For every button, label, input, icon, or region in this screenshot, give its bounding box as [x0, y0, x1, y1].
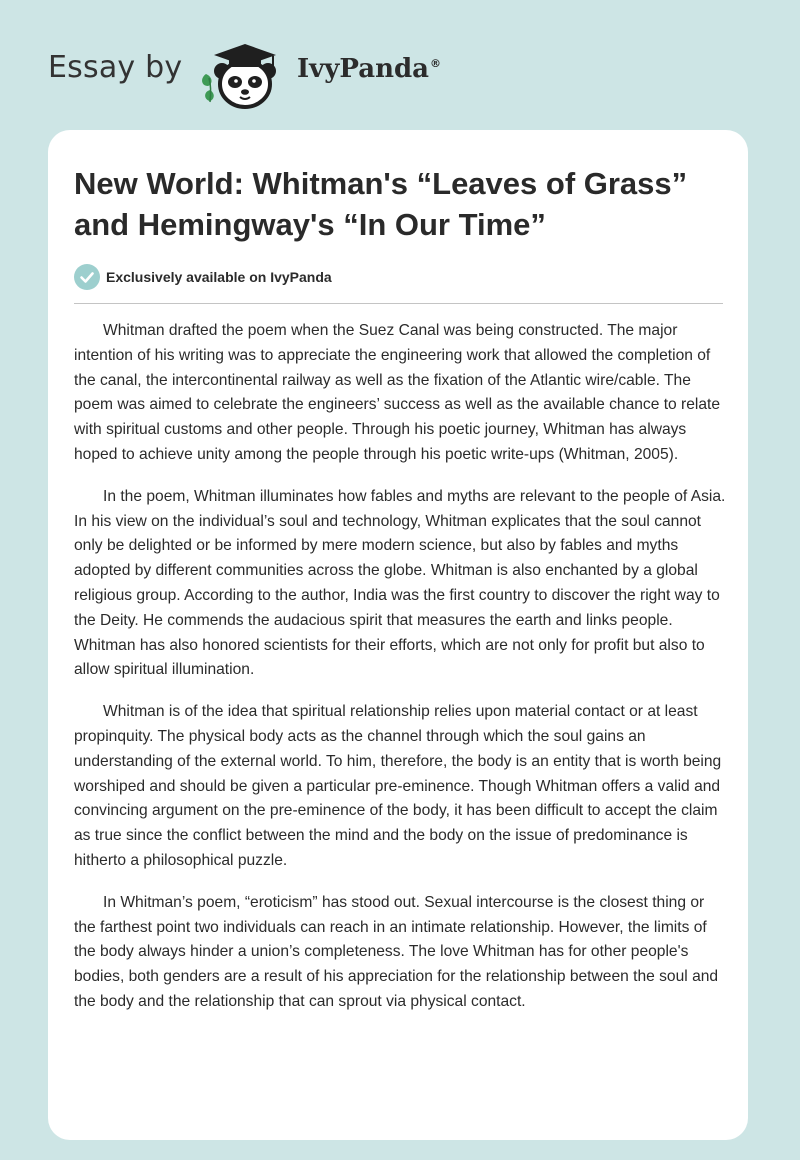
essay-by-label: Essay by [48, 50, 183, 85]
checkmark-circle-icon [74, 264, 100, 290]
paragraph: Whitman drafted the poem when the Suez Canal was being constructed. The major intention of his writing was to appreciate the engineering work that allowed the completion of the canal, the intercontinental railway as well as the fixation of the Atlantic wire/cable. The poem was aimed to celebrate the engineers’ success as well as the available chance to relate with spiritual customs and other people. Through his poetic journey, Whitman has always hoped to achieve unity among the people through his poetic write-ups (Whitman, 2005). [74, 322, 721, 463]
page-title: New World: Whitman's “Leaves of Grass” and Hemingway's “In Our Time” [74, 166, 688, 242]
registered-mark: ® [430, 57, 442, 71]
paragraph: In Whitman’s poem, “eroticism” has stood out. Sexual intercourse is the closest thing or the farthest point two individuals can reach in an intimate relationship. However, the limits of the body always hinder a union’s completeness. The love Whitman has for other people's bodies, both genders are a result of his appreciation for the relationship between the soul and the body and the relationship that can sprout via physical contact. [74, 893, 719, 1010]
divider [74, 303, 723, 304]
paragraph: Whitman is of the idea that spiritual relationship relies upon material contact or at least propinquity. The physical body acts as the channel through which the soul gains an understanding of the external world. To him, therefore, the body is an entity that is worth being worshiped and should be given a particular pre-eminence. Though Whitman offers a valid and convincing argument on the pre-eminence of the body, it has been difficult to accept the claim as true since the conflict between the mind and the body on the issue of predominance is hitherto a philosophical puzzle. [74, 703, 722, 869]
brand-name-text: IvyPanda [297, 54, 430, 84]
essay-body [74, 319, 726, 1032]
brand-name[interactable] [297, 54, 441, 84]
paragraph: In the poem, Whitman illuminates how fables and myths are relevant to the people of Asia. In his view on the individual’s soul and technology, Whitman explicates that the soul cannot only be delighted or be informed by mere modern science, but also by fables and myths adopted by different communities across the globe. Whitman is also enchanted by a global religious group. According to the author, India was the first country to discover the right way to the Deity. He commends the audacious spirit that measures the earth and links people. Whitman has also honored scientists for their efforts, which are not only for profit but also to allow spiritual illumination. [74, 487, 726, 679]
panda-graduation-cap-logo-icon[interactable] [196, 30, 292, 110]
essay-card [48, 130, 748, 1140]
site-header [0, 0, 800, 120]
exclusive-badge [74, 264, 332, 290]
exclusive-badge-text: Exclusively available on IvyPanda [106, 269, 332, 285]
